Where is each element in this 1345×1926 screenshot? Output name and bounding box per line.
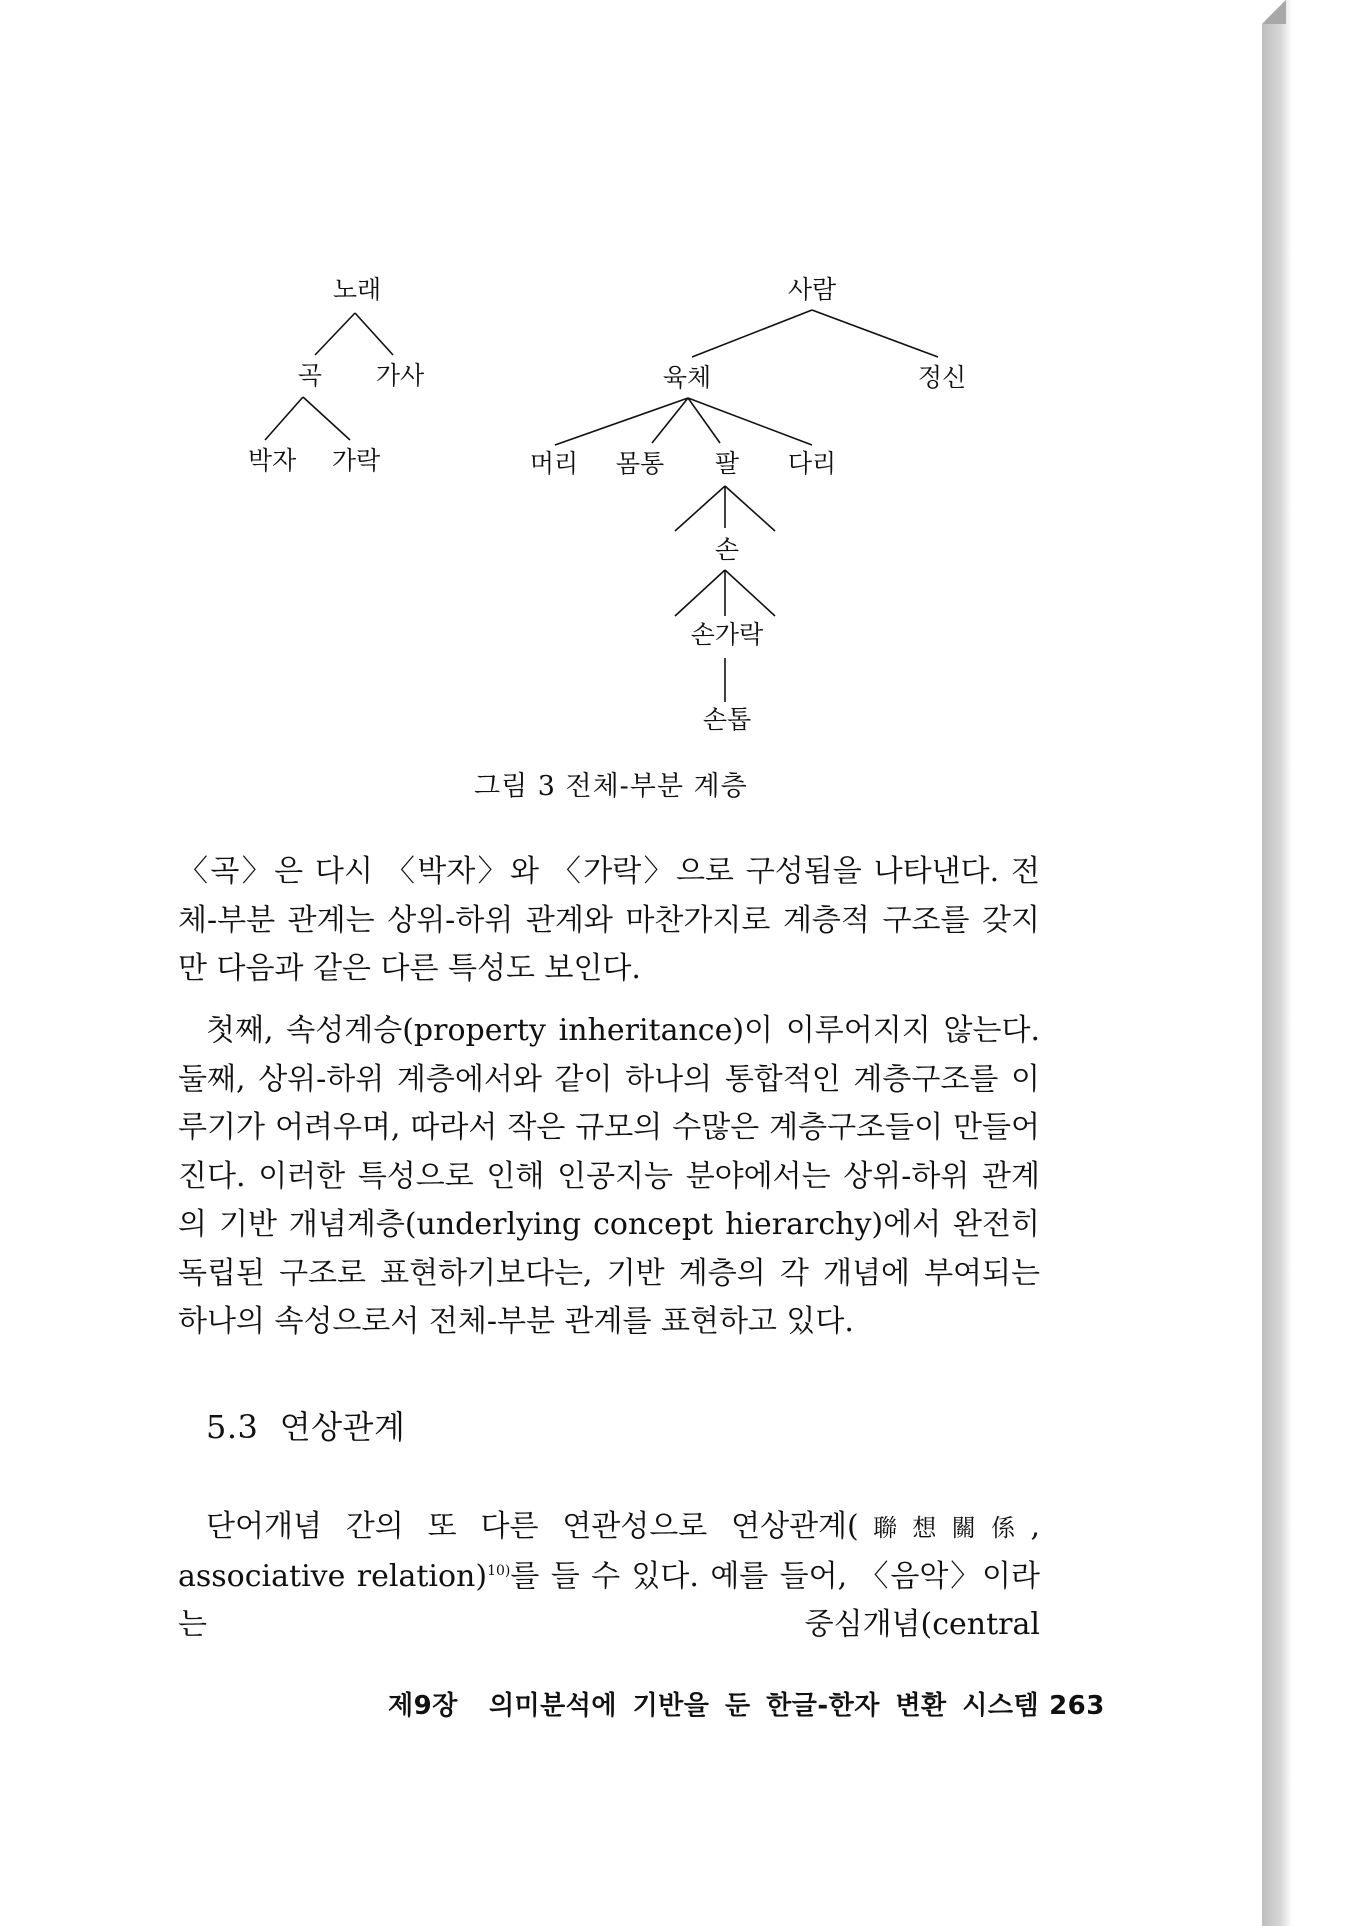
- paragraph-1: 〈곡〉은 다시 〈박자〉와 〈가락〉으로 구성됨을 나타낸다. 전체-부분 관계는 상위-하위 관계와 마찬가지로 계층적 구조를 갖지만 다음과 같은 다른 특성도 보인다.: [178, 854, 1040, 986]
- page-edge-shadow: [1262, 0, 1292, 1926]
- tree-node-sontop: 손톱: [702, 705, 752, 734]
- tree-node-gasa: 가사: [375, 361, 425, 390]
- footer-chapter: 제9장: [388, 1691, 458, 1721]
- tree-node-bakja: 박자: [247, 446, 297, 475]
- paragraph-3: [178, 1503, 1040, 1650]
- tree-node-saram: 사람: [787, 275, 837, 304]
- tree-node-songarak: 손가락: [690, 620, 764, 649]
- tree-node-gok: 곡: [297, 361, 323, 390]
- tree-node-meori: 머리: [529, 449, 579, 478]
- paragraph-3-text-a: 단어개념 간의 또 다른 연관성으로 연상관계(: [206, 1509, 859, 1544]
- tree-node-dari: 다리: [787, 449, 837, 478]
- tree-node-pal: 팔: [714, 449, 740, 478]
- paragraph-3-text-b: , associative relation): [178, 1509, 1041, 1594]
- footnote-marker: 10): [487, 1562, 511, 1579]
- tree-node-norae: 노래: [332, 275, 382, 304]
- tree-node-yukche: 육체: [662, 363, 712, 392]
- section-heading: [206, 1402, 405, 1448]
- tree-node-son: 손: [714, 535, 740, 564]
- paragraph-3-text-c: 를 들 수 있다. 예를 들어, 〈음악〉이라는 중심개념(central: [178, 1558, 1040, 1642]
- figure-caption: 그림 3 전체-부분 계층: [474, 771, 748, 802]
- section-number: 5.3: [206, 1408, 259, 1446]
- tree-node-garak: 가락: [331, 446, 381, 475]
- running-footer: [388, 1685, 1105, 1722]
- tree-node-momtong: 몸통: [615, 449, 665, 478]
- page-corner-fold: [1262, 0, 1286, 24]
- tree-node-jeongsin: 정신: [917, 363, 967, 392]
- page-number: 263: [1049, 1691, 1105, 1721]
- footer-title: 의미분석에 기반을 둔 한글-한자 변환 시스템: [488, 1691, 1040, 1721]
- paragraph-3-hanja: 聯想關係: [858, 1514, 1031, 1542]
- section-title: 연상관계: [279, 1408, 406, 1446]
- paragraph-2-text: 첫째, 속성계승(property inheritance)이 이루어지지 않는다. 둘째, 상위-하위 계층에서와 같이 하나의 통합적인 계층구조를 이루기가 어려우며, 따라서 작은 규모의 수많은 계층구조들이 만들어진다. 이러한 특성으로 인해 인공지능 분야에서는 상위-하위 관계의 기반 개념계층(underlying concept hierarchy)에서 완전히 독립된 구조로 표현하기보다는, 기반 계층의 각 개념에 부여되는 하나의 속성으로서 전체-부분 관계를 표현하고 있다.: [178, 1013, 1040, 1339]
- paragraph-2: [178, 1007, 1040, 1347]
